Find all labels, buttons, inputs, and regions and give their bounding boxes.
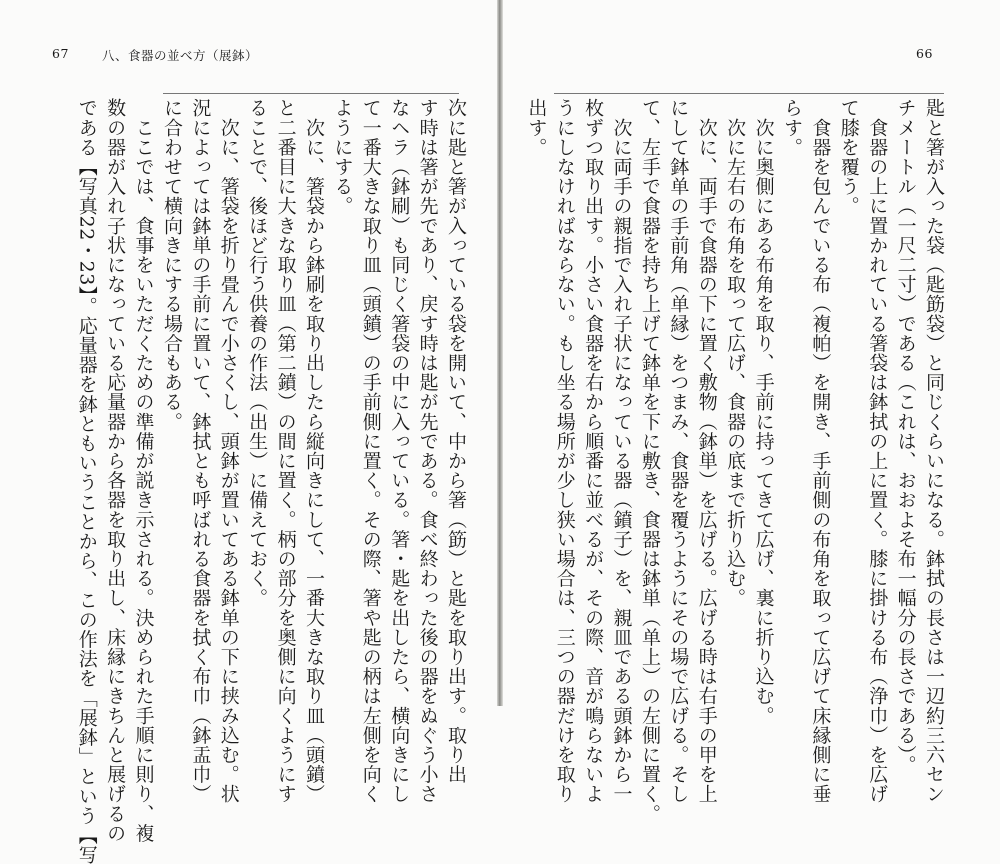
text-line: ここでは、食事をいただくための準備が説き示される。決められた手順に則り、複	[132, 98, 155, 843]
text-line: うにしなければならない。もし坐る場所が少し狭い場合は、三つの器だけを取り	[553, 98, 576, 804]
text-line: チメートル（一尺二寸）である（これは、おおよそ布一幅分の長さである）。	[894, 98, 917, 775]
text-line: 枚ずつ取り出す。小さい食器を右から順番に並べるが、その際、音が鳴らないよ	[582, 98, 605, 804]
text-line: である【写真22・23】。応量器を鉢ともいうことから、この作法を「展鉢」という【写	[75, 98, 98, 864]
text-line: 次に両手の親指で入れ子状になっている器（鐼子）を、親皿である頭鉢から一	[610, 98, 633, 804]
text-line: 次に左右の布角を取って広げ、食器の底まで折り込む。	[724, 98, 747, 608]
text-line: ようにする。	[331, 98, 354, 216]
text-line: 況によっては鉢単の手前に置いて、鉢拭とも呼ばれる食器を拭く布巾（鉢盂巾）	[189, 98, 212, 804]
right-page-number: 66	[916, 46, 933, 61]
text-line: なヘラ（鉢刷）も同じく箸袋の中に入っている。箸・匙を出したら、横向きにし	[388, 98, 411, 804]
text-line: 食器を包んでいる布（複帕）を開き、手前側の布角を取って広げて床縁側に垂	[809, 98, 832, 804]
text-line: と二番目に大きな取り皿（第二鐼）の間に置く。柄の部分を奥側に向くようにす	[274, 98, 297, 804]
text-line: て、左手で食器を持ち上げて鉢单を下に敷き、食器は鉢単（单上）の左側に置く。	[638, 98, 661, 824]
text-line: ることで、後ほど行う供養の作法（出生）に備えておく。	[246, 98, 269, 608]
text-line: に合わせて横向きにする場合もある。	[160, 98, 183, 432]
text-line: 匙と箸が入った袋（匙筯袋）と同じくらいになる。鉢拭の長さは一辺約三六セン	[923, 98, 945, 804]
text-line: て膝を覆う。	[837, 98, 860, 216]
text-line: らす。	[780, 98, 803, 157]
left-body-text	[14, 98, 470, 864]
book-gutter	[497, 0, 503, 706]
right-body-text	[525, 98, 948, 824]
text-line: 次に奥側にある布角を取り、手前に持ってきて広げ、裏に折り込む。	[752, 98, 775, 726]
left-page-number: 67	[52, 46, 69, 61]
text-line: す時は箸が先であり、戻す時は匙が先である。食べ終わった後の器をぬぐう小さ	[416, 98, 439, 804]
left-header-rule	[163, 93, 459, 94]
text-line: 食器の上に置かれている箸袋は鉢拭の上に置く。膝に掛ける布（浄巾）を広げ	[866, 98, 889, 804]
text-line: にして鉢单の手前角（单縁）をつまみ、食器を覆うようにその場で広げる。そし	[667, 98, 690, 804]
text-line: て一番大きな取り皿（頭鐼）の手前側に置く。その際、箸や匙の柄は左側を向く	[359, 98, 382, 804]
text-line: 数の器が入れ子状になっている応量器から各器を取り出し、床縁にきちんと展げるの	[104, 98, 127, 843]
text-line: 出す。	[525, 98, 548, 157]
right-header-rule	[554, 93, 944, 94]
text-line: 次に匙と箸が入っている袋を開いて、中から箸（筯）と匙を取り出す。取り出	[445, 98, 467, 784]
running-head: 八、食器の並べ方（展鉢）	[102, 48, 259, 63]
text-line: 次に、箸袋から鉢刷を取り出したら縦向きにして、一番大きな取り皿（頭鐼）	[302, 98, 325, 804]
text-line: 次に、箸袋を折り畳んで小さくし、頭鉢が置いてある鉢单の下に挟み込む。状	[217, 98, 240, 804]
text-line: 次に、両手で食器の下に置く敷物（鉢単）を広げる。広げる時は右手の甲を上	[695, 98, 718, 804]
